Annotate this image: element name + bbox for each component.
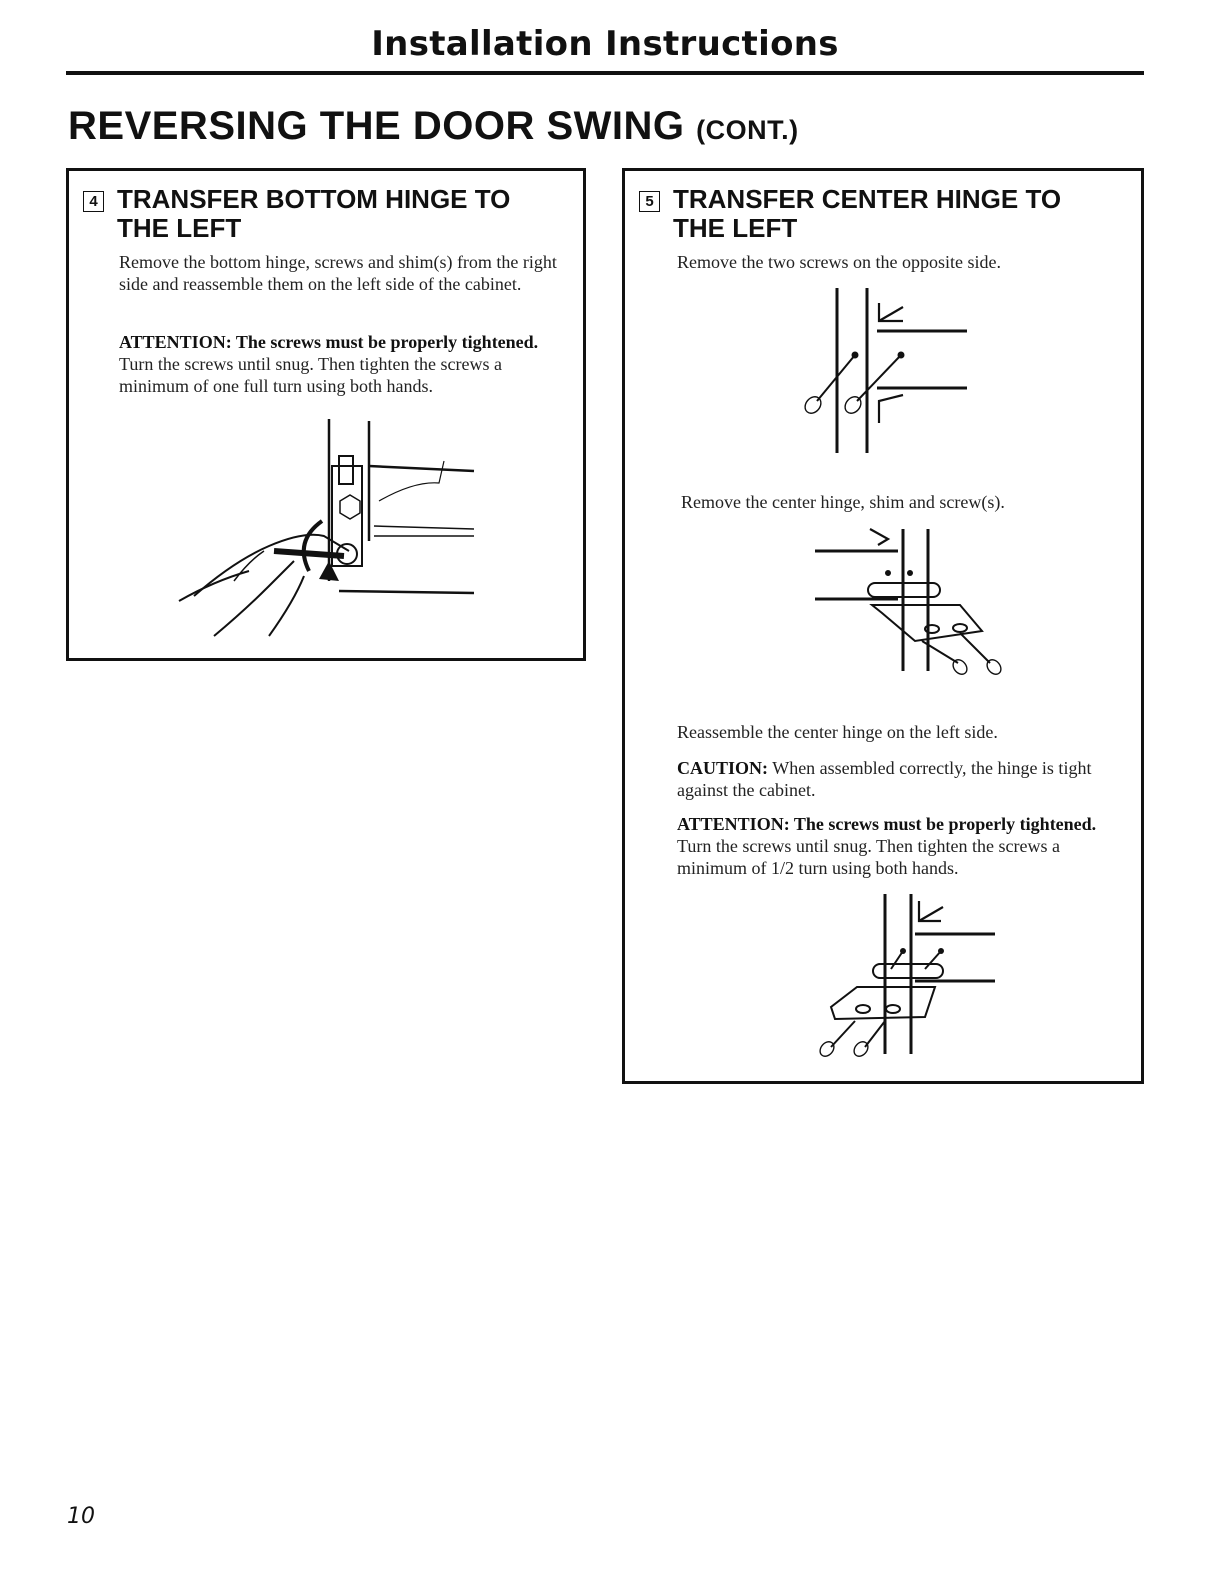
step-5-number: 5 xyxy=(639,191,660,212)
center-hinge-reassembled-illustration xyxy=(795,889,1005,1059)
step-5-attention-text: Turn the screws until snug. Then tighten the screws a minimum of 1/2 turn using both hands. xyxy=(677,836,1060,878)
section-title xyxy=(68,104,799,149)
step-4-attention xyxy=(119,331,539,397)
section-title-cont: (CONT.) xyxy=(696,115,799,145)
step-5-heading xyxy=(639,185,1119,243)
step-5-caution-label: CAUTION: xyxy=(677,758,769,778)
center-hinge-removal-illustration xyxy=(810,521,1010,681)
step-5-attention-label: ATTENTION: The screws must be properly tightened. xyxy=(677,814,1097,834)
step-4-attention-text: Turn the screws until snug. Then tighten the screws a minimum of one full turn using both hands. xyxy=(119,354,502,396)
header-rule xyxy=(66,71,1144,75)
step-4-heading xyxy=(83,185,563,243)
center-hinge-screws-illustration xyxy=(795,283,995,458)
step-5-attention xyxy=(677,813,1107,879)
page-number: 10 xyxy=(67,1504,95,1529)
step-5-text-3: Reassemble the center hinge on the left side. xyxy=(677,722,998,742)
bottom-hinge-illustration xyxy=(174,411,484,641)
step-5-panel xyxy=(622,168,1144,1084)
page-header-title: Installation Instructions xyxy=(371,24,839,64)
step-4-text: Remove the bottom hinge, screws and shim(s) from the right side and reassemble them on the left side of the cabinet. xyxy=(119,252,557,294)
step-5-title: TRANSFER CENTER HINGE TO THE LEFT xyxy=(673,184,1062,243)
section-title-text: REVERSING THE DOOR SWING xyxy=(68,104,685,148)
step-5-caution-text: When assembled correctly, the hinge is tight against the cabinet. xyxy=(677,758,1092,800)
step-5-caution xyxy=(677,757,1117,801)
step-4-number: 4 xyxy=(83,191,104,212)
step-5-text-2: Remove the center hinge, shim and screw(s). xyxy=(681,492,1005,512)
step-4-attention-label: ATTENTION: The screws must be properly tightened. xyxy=(119,332,539,352)
step-4-title: TRANSFER BOTTOM HINGE TO THE LEFT xyxy=(117,184,511,243)
step-4-panel xyxy=(66,168,586,661)
step-5-text-1: Remove the two screws on the opposite side. xyxy=(677,252,1001,272)
